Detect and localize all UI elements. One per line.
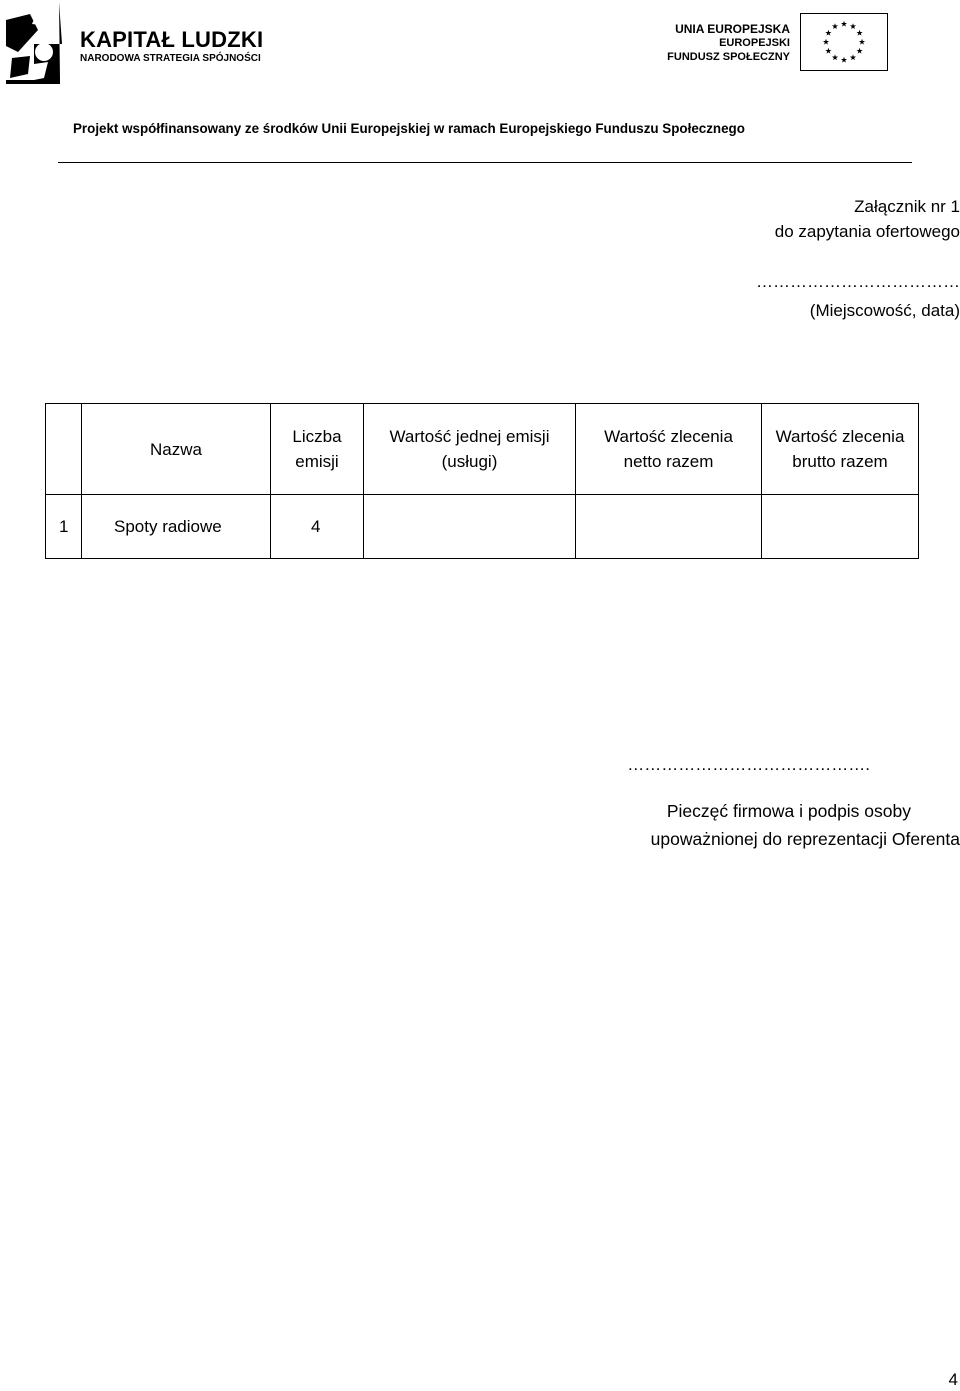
row-net-total-cell[interactable]	[576, 495, 762, 559]
signature-dotted-line: …………………………………….	[627, 755, 870, 774]
eu-logo-line3: FUNDUSZ SPOŁECZNY	[667, 51, 790, 63]
price-table	[45, 403, 919, 559]
place-date-dotted-line: ………………………………	[756, 272, 960, 291]
row-index-cell: 1	[46, 495, 82, 559]
eu-flag-icon	[800, 13, 888, 71]
table-row	[46, 495, 919, 559]
table-header-row	[46, 404, 919, 495]
row-unit-value-cell[interactable]	[364, 495, 576, 559]
row-count-cell: 4	[271, 495, 364, 559]
header-unit-value-label: Wartość jednej emisji (usługi)	[389, 427, 550, 471]
kapital-ludzki-logo	[4, 0, 304, 90]
header-cell-count	[271, 404, 364, 495]
signature-label-line1: Pieczęć firmowa i podpis osoby	[666, 801, 911, 821]
signature-label-line2: upoważnionej do reprezentacji Oferenta	[650, 829, 960, 849]
page-number: 4	[948, 1370, 958, 1389]
header-net-total-label: Wartość zlecenia netto razem	[604, 427, 733, 471]
header-cell-gross-total	[762, 404, 919, 495]
kapital-ludzki-title: KAPITAŁ LUDZKI	[80, 27, 264, 52]
header-cell-unit-value	[364, 404, 576, 495]
kapital-ludzki-emblem-icon	[4, 0, 76, 88]
header-cell-name: Nazwa	[82, 404, 271, 495]
row-name-cell: Spoty radiowe	[82, 495, 271, 559]
header-cell-index	[46, 404, 82, 495]
eu-logo-line1: UNIA EUROPEJSKA	[675, 22, 790, 36]
kapital-ludzki-subtitle: NARODOWA STRATEGIA SPÓJNOŚCI	[80, 53, 261, 64]
header-cell-net-total	[576, 404, 762, 495]
place-date-label: (Miejscowość, data)	[809, 301, 960, 320]
header-count-label: Liczba emisji	[292, 427, 342, 471]
attachment-subtitle: do zapytania ofertowego	[774, 222, 960, 241]
header-gross-total-label: Wartość zlecenia brutto razem	[775, 427, 905, 471]
attachment-title: Załącznik nr 1	[854, 197, 960, 216]
row-gross-total-cell[interactable]	[762, 495, 919, 559]
project-cofinancing-line: Projekt współfinansowany ze środków Unii Europejskiej w ramach Europejskiego Funduszu Społecznego	[73, 121, 745, 136]
eu-logo-line2: EUROPEJSKI	[719, 37, 790, 49]
header-divider	[58, 162, 912, 163]
